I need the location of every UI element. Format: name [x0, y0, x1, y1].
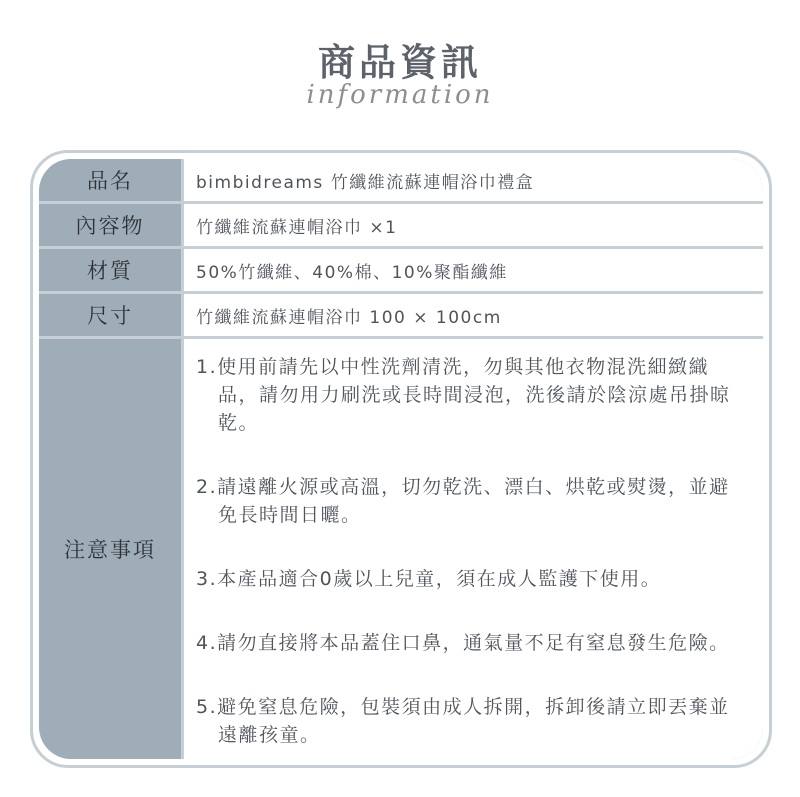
info-card — [30, 150, 772, 768]
value-material: 50%竹纖維、40%棉、10%聚酯纖維 — [184, 249, 763, 294]
note-item-2: 2.請遠離火源或高溫，切勿乾洗、漂白、烘乾或熨燙，並避免長時間日曬。 — [196, 476, 730, 526]
label-material: 材質 — [39, 249, 184, 294]
note-item-4: 4.請勿直接將本品蓋住口鼻，通氣量不足有窒息發生危險。 — [196, 632, 730, 654]
page-subtitle: information — [306, 80, 494, 110]
value-contents: 竹纖維流蘇連帽浴巾 ×1 — [184, 204, 763, 249]
note-item-5: 5.避免窒息危險，包裝須由成人拆開，拆卸後請立即丟棄並遠離孩童。 — [196, 696, 730, 746]
label-product-name: 品名 — [39, 159, 184, 204]
page-title: 商品資訊 — [318, 41, 482, 84]
value-product-name: bimbidreams 竹纖維流蘇連帽浴巾禮盒 — [184, 159, 763, 204]
label-size: 尺寸 — [39, 294, 184, 339]
label-notes: 注意事項 — [39, 339, 184, 759]
label-contents: 內容物 — [39, 204, 184, 249]
notes-list — [184, 339, 763, 759]
info-table — [39, 159, 763, 759]
note-item-1: 1.使用前請先以中性洗劑清洗，勿與其他衣物混洗細緻織品，請勿用力刷洗或長時間浸泡，洗後請於陰涼處吊掛晾乾。 — [196, 356, 731, 434]
note-item-3: 3.本產品適合0歲以上兒童，須在成人監護下使用。 — [196, 568, 662, 590]
value-size: 竹纖維流蘇連帽浴巾 100 × 100cm — [184, 294, 763, 339]
